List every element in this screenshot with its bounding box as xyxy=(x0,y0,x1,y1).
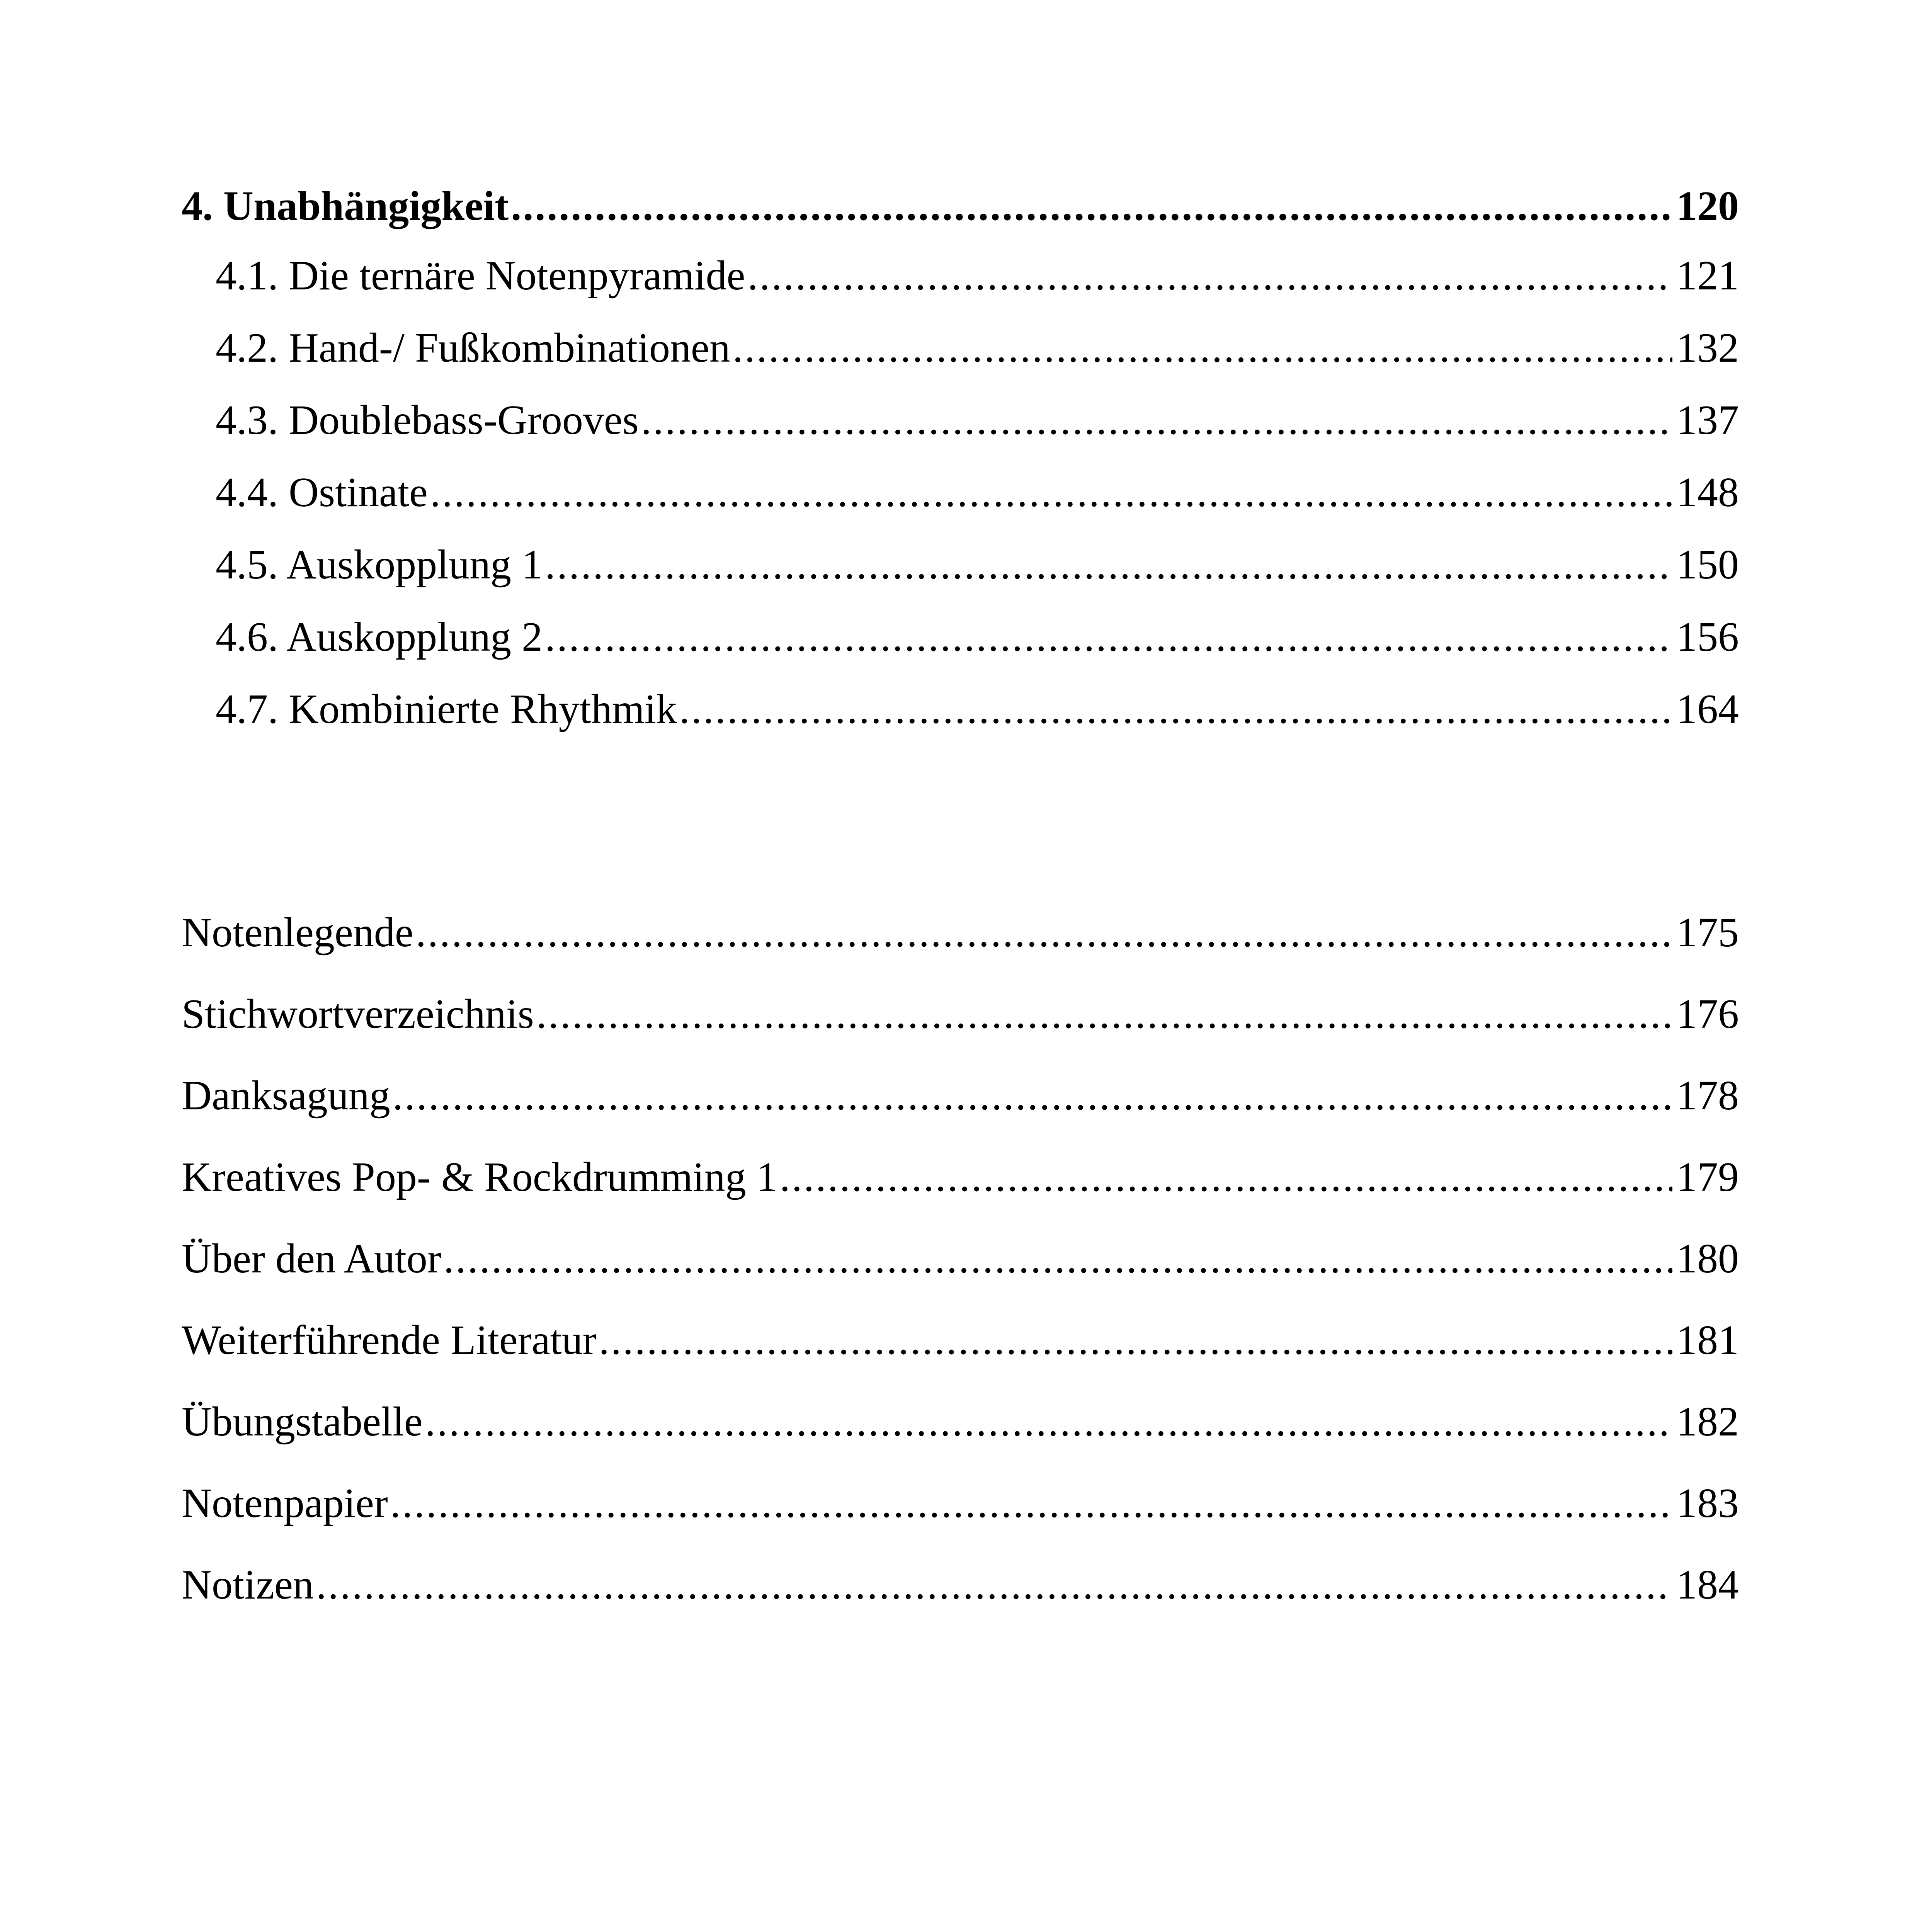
toc-entry-page: 120 xyxy=(1676,183,1739,229)
toc-entry-title: Übungstabelle xyxy=(182,1399,423,1445)
dot-leader xyxy=(444,1238,1672,1280)
dot-leader xyxy=(393,1075,1672,1117)
toc-appendix-entry[interactable] xyxy=(182,912,1739,954)
toc-entry-page: 175 xyxy=(1676,910,1739,956)
dot-leader xyxy=(416,912,1672,954)
toc-entry-page: 179 xyxy=(1676,1154,1739,1200)
toc-section[interactable] xyxy=(182,469,1739,515)
toc-appendix-entry[interactable] xyxy=(182,1156,1739,1198)
dot-leader xyxy=(545,616,1672,658)
toc-chapter-heading[interactable] xyxy=(182,185,1739,227)
toc-entry-page: 164 xyxy=(1676,686,1739,732)
dot-leader xyxy=(390,1483,1672,1524)
toc-entry-page: 150 xyxy=(1676,542,1739,588)
toc-appendix-entry[interactable] xyxy=(182,1480,1739,1526)
toc-entry-title: 4.1. Die ternäre Notenpyramide xyxy=(216,253,745,299)
toc-entry-title: Notenpapier xyxy=(182,1480,388,1526)
dot-leader xyxy=(679,689,1672,730)
toc-entry-title: 4.7. Kombinierte Rhythmik xyxy=(216,686,677,732)
dot-leader xyxy=(511,185,1672,227)
toc-entry-page: 182 xyxy=(1676,1399,1739,1445)
toc-entry-title: Notizen xyxy=(182,1562,314,1608)
toc-appendix-entry[interactable] xyxy=(182,1401,1739,1443)
toc-entry-page: 181 xyxy=(1676,1317,1739,1363)
dot-leader xyxy=(430,472,1672,514)
toc-entry-title: 4.4. Ostinate xyxy=(216,469,428,515)
toc-entry-title: Über den Autor xyxy=(182,1236,441,1282)
toc-entry-title: 4.5. Auskopplung 1 xyxy=(216,542,543,588)
toc-entry-title: 4.6. Auskopplung 2 xyxy=(216,614,543,660)
dot-leader xyxy=(425,1401,1672,1443)
toc-entry-page: 156 xyxy=(1676,614,1739,660)
toc-appendix-entry[interactable] xyxy=(182,1564,1739,1606)
toc-section[interactable] xyxy=(182,544,1739,586)
toc-appendix-entry[interactable] xyxy=(182,993,1739,1035)
toc-entry-page: 132 xyxy=(1676,325,1739,371)
chapter-toc xyxy=(182,185,1739,730)
toc-entry-page: 178 xyxy=(1676,1073,1739,1119)
toc-entry-page: 180 xyxy=(1676,1236,1739,1282)
dot-leader xyxy=(780,1156,1672,1198)
toc-appendix-entry[interactable] xyxy=(182,1238,1739,1280)
dot-leader xyxy=(641,400,1672,441)
toc-entry-title: 4.3. Doublebass-Grooves xyxy=(216,397,639,443)
dot-leader xyxy=(733,327,1672,369)
toc-section[interactable] xyxy=(182,397,1739,443)
toc-entry-title: Stichwortverzeichnis xyxy=(182,991,534,1037)
toc-entry-page: 148 xyxy=(1676,469,1739,515)
toc-entry-page: 184 xyxy=(1676,1562,1739,1608)
toc-entry-title: Weiterführende Literatur xyxy=(182,1317,597,1363)
toc-entry-page: 183 xyxy=(1676,1480,1739,1526)
toc-appendix-entry[interactable] xyxy=(182,1317,1739,1363)
toc-entry-title: Kreatives Pop- & Rockdrumming 1 xyxy=(182,1154,777,1200)
appendix-toc xyxy=(182,912,1739,1606)
toc-entry-page: 121 xyxy=(1676,253,1739,299)
dot-leader xyxy=(545,544,1672,586)
toc-entry-page: 137 xyxy=(1676,397,1739,443)
dot-leader xyxy=(599,1320,1672,1361)
toc-entry-title: Notenlegende xyxy=(182,910,413,956)
toc-entry-title: 4.2. Hand-/ Fußkombinationen xyxy=(216,325,730,371)
toc-section[interactable] xyxy=(182,255,1739,297)
dot-leader xyxy=(536,993,1672,1035)
toc-entry-title: 4. Unabhängigkeit xyxy=(182,183,509,229)
toc-section[interactable] xyxy=(182,616,1739,658)
dot-leader xyxy=(747,255,1672,297)
toc-entry-page: 176 xyxy=(1676,991,1739,1037)
dot-leader xyxy=(316,1564,1672,1606)
toc-section[interactable] xyxy=(182,686,1739,732)
toc-section[interactable] xyxy=(182,327,1739,369)
toc-entry-title: Danksagung xyxy=(182,1073,390,1119)
toc-appendix-entry[interactable] xyxy=(182,1075,1739,1117)
